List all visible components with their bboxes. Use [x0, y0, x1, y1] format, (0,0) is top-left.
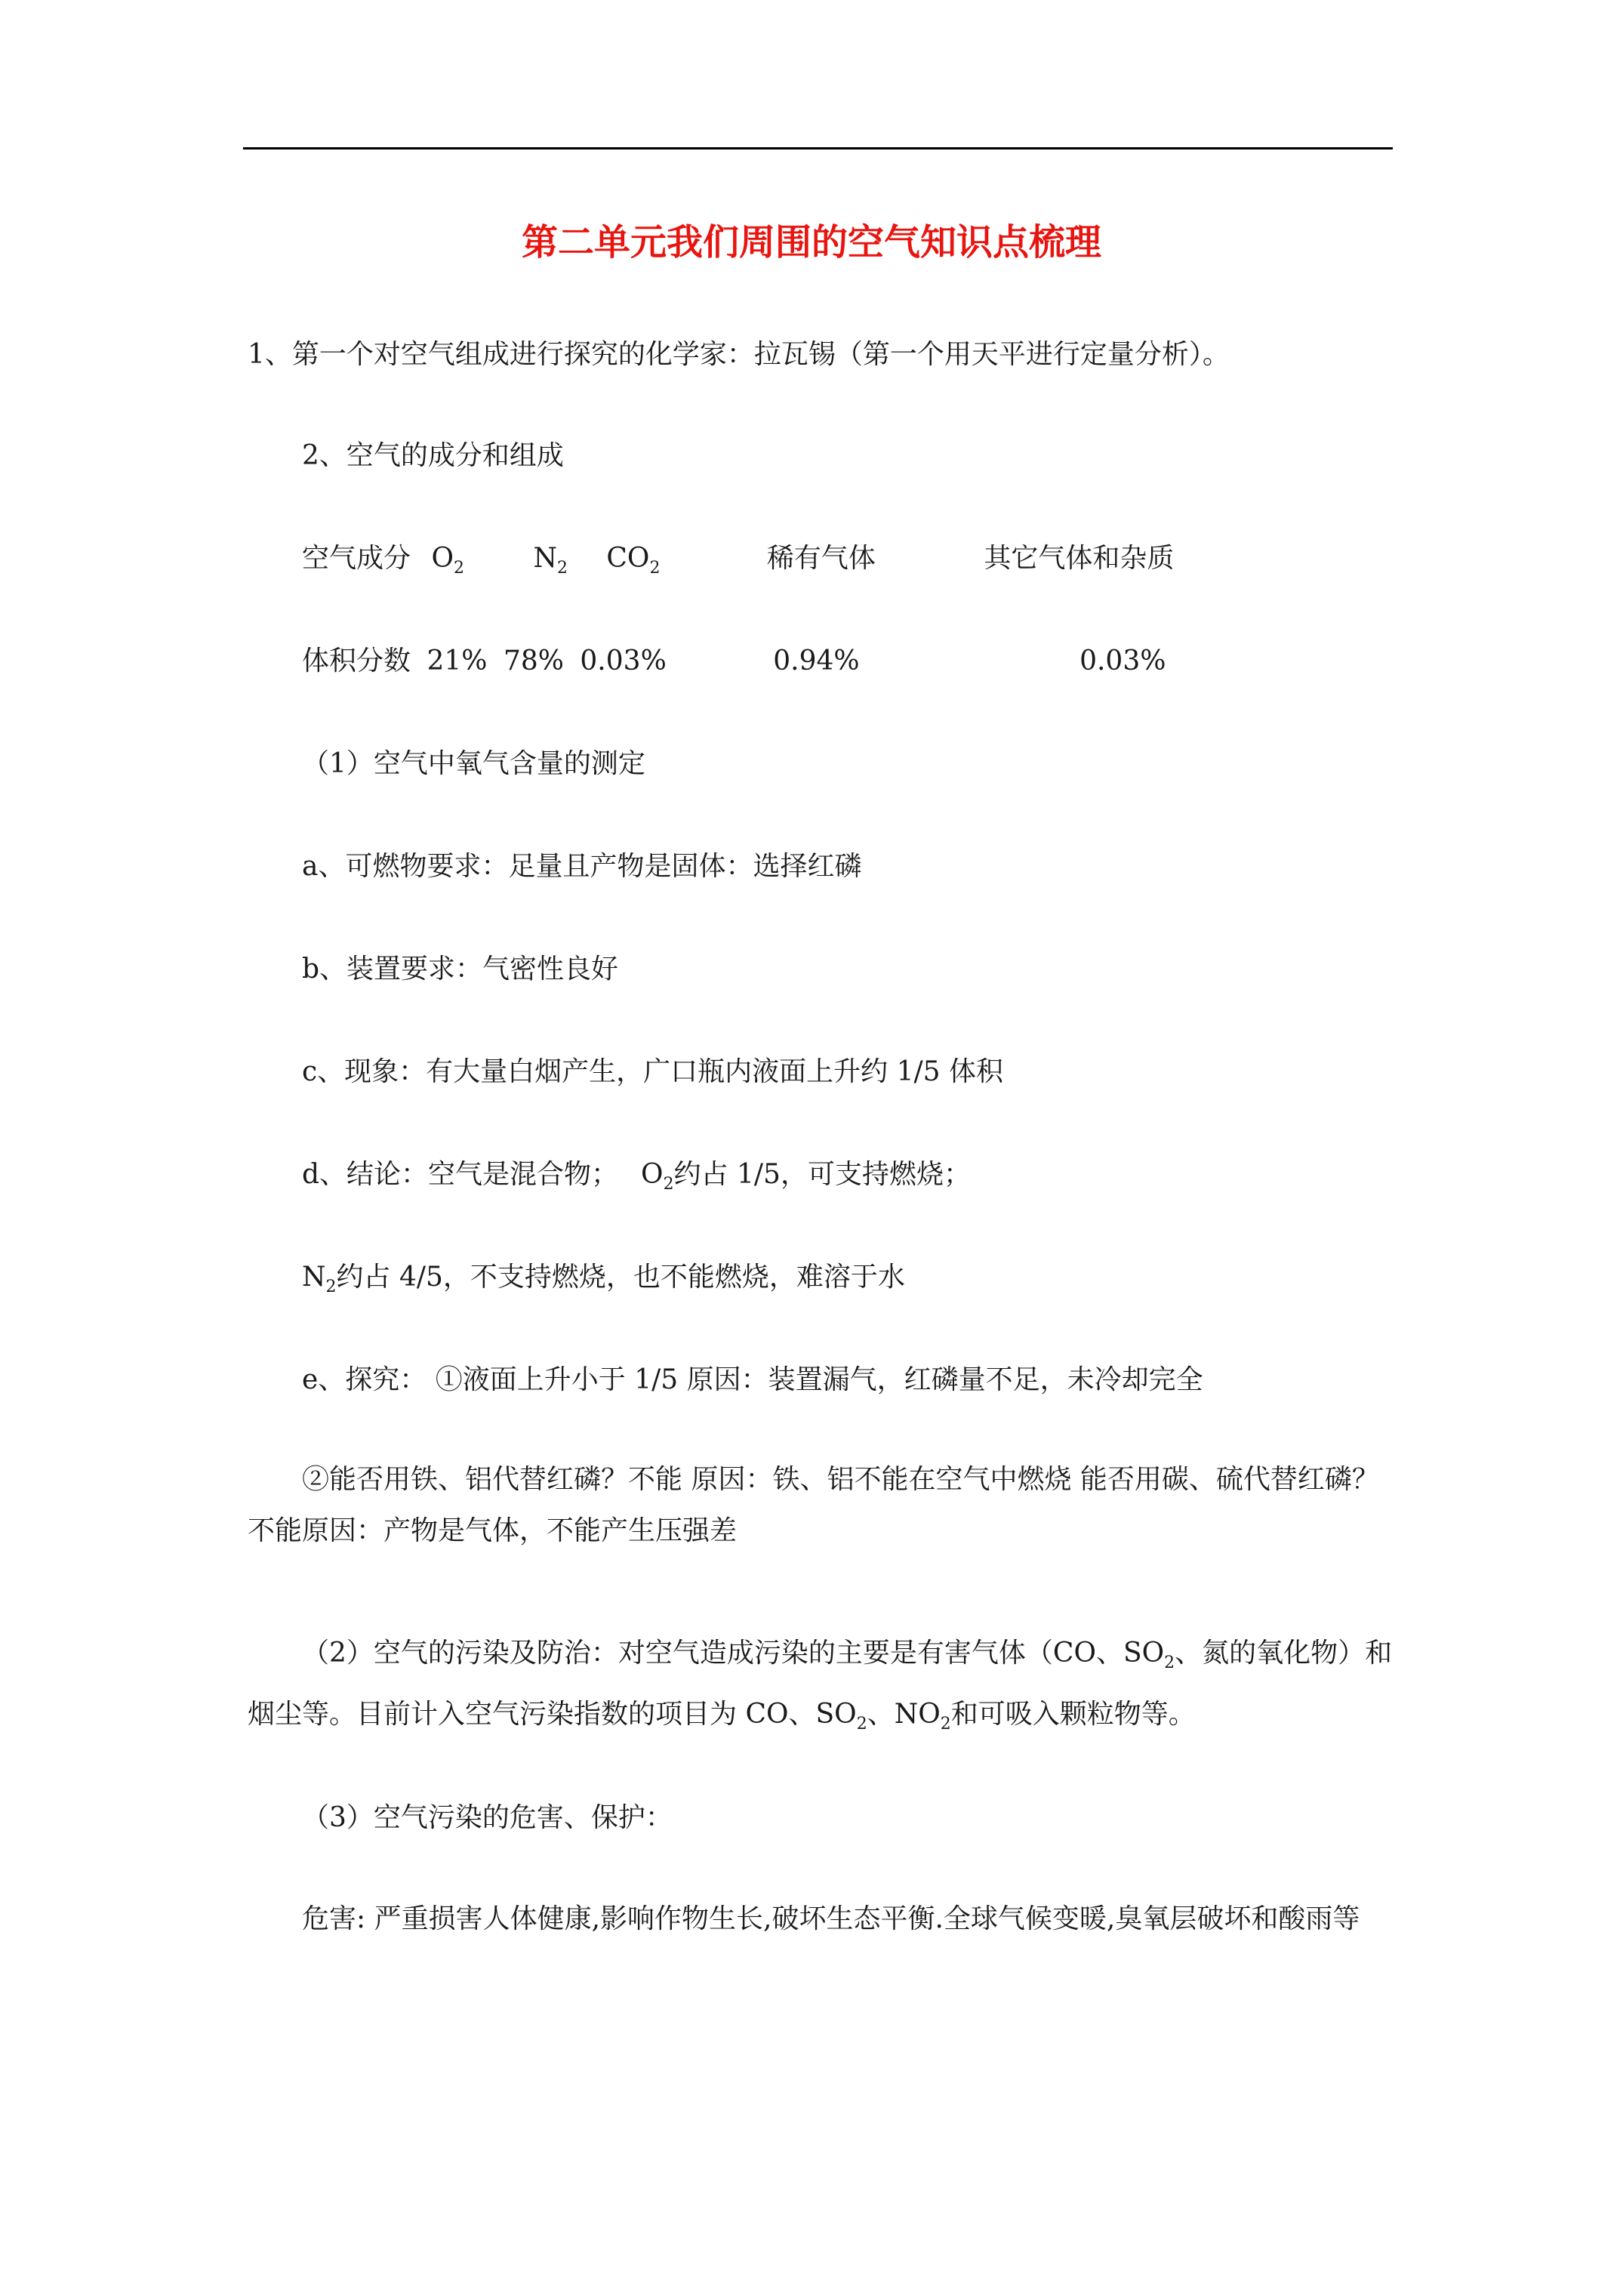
volume-n2: 78%: [503, 646, 564, 676]
volume-o2: 21%: [427, 646, 488, 676]
paragraph-2: 2、空气的成分和组成: [302, 440, 564, 471]
volume-rare: 0.94%: [773, 646, 860, 676]
item-a: a、可燃物要求：足量且产物是固体：选择红磷: [302, 851, 862, 882]
harm-paragraph: 危害: 严重损害人体健康,影响作物生长,破坏生态平衡.全球气候变暖,臭氧层破坏和酸雨等: [302, 1903, 1360, 1934]
row-label-composition: 空气成分: [302, 543, 411, 574]
item-e: e、探究： ①液面上升小于 1/5 原因：装置漏气，红磷量不足，未冷却完全: [302, 1364, 1203, 1395]
item-c: c、现象：有大量白烟产生，广口瓶内液面上升约 1/5 体积: [302, 1056, 1003, 1087]
table-row-composition: [302, 542, 1174, 585]
page-title: 第二单元我们周围的空气知识点梳理: [521, 221, 1101, 264]
gas-rare: 稀有气体: [766, 543, 876, 574]
item-d-nitrogen: $N_2$约占 4/5，不支持燃烧，也不能燃烧，难溶于水: [302, 1262, 905, 1296]
row-label-volume: 体积分数: [302, 646, 411, 676]
section-1-heading: （1）空气中氧气含量的测定: [302, 748, 645, 779]
paragraph-1: 1、第一个对空气组成进行探究的化学家：拉瓦锡（第一个用天平进行定量分析）。: [248, 339, 1230, 370]
section-2-paragraph: （2）空气的污染及防治：对空气造成污染的主要是有害气体（CO、$SO_2$、氮的氧化物）和烟尘等。目前计入空气污染指数的项目为 CO、$SO_2$、$NO_2$和可吸入颗粒物等。: [248, 1638, 1393, 1734]
item-d: d、结论：空气是混合物； $O_2$约占 1/5，可支持燃烧；: [302, 1159, 971, 1194]
volume-other: 0.03%: [1079, 646, 1166, 676]
gas-other: 其它气体和杂质: [984, 543, 1175, 574]
volume-co2: 0.03%: [580, 646, 667, 676]
section-3-heading: （3）空气污染的危害、保护：: [302, 1802, 673, 1833]
gas-n2: $N_2$: [533, 543, 568, 578]
header-rule: [243, 147, 1393, 149]
gas-co2: $CO_2$: [606, 543, 661, 578]
item-b: b、装置要求：气密性良好: [302, 954, 619, 985]
table-row-volume: [302, 645, 1166, 678]
gas-o2: $O_2$: [431, 543, 464, 578]
item-e-2: ②能否用铁、铝代替红磷？不能 原因：铁、铝不能在空气中燃烧 能否用碳、硫代替红磷？不能原因：产物是气体，不能产生压强差: [248, 1464, 1379, 1546]
